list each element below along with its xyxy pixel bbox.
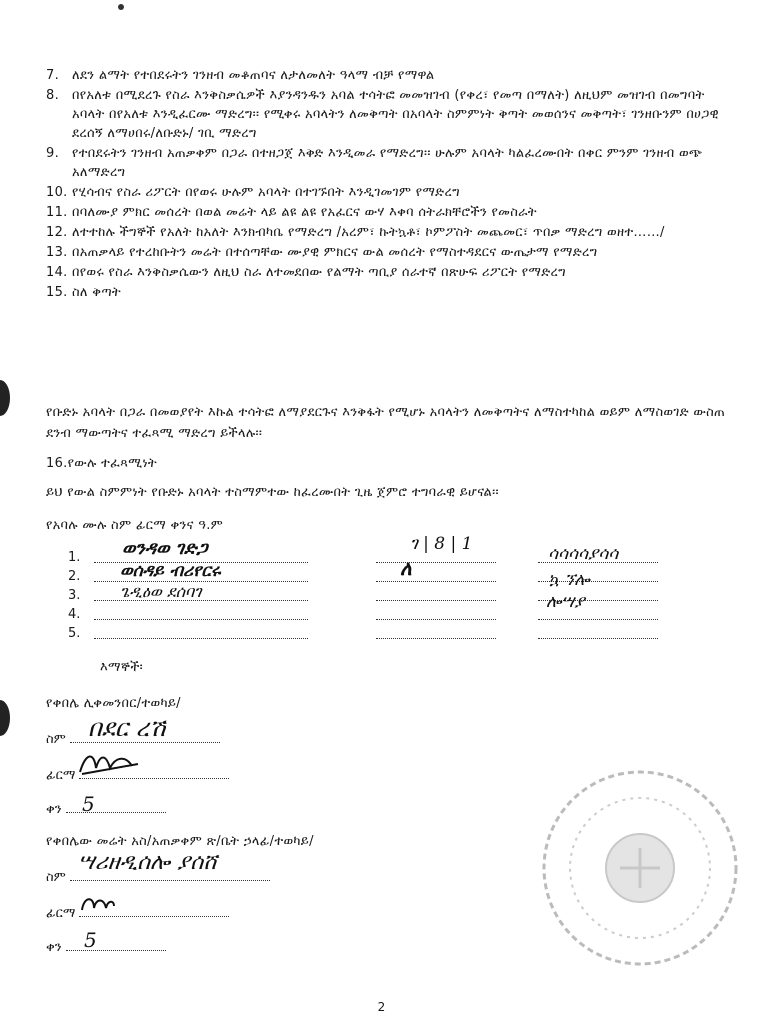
receiver-date-label: ቀን xyxy=(46,802,62,817)
list-item xyxy=(46,144,736,182)
list-item-text: ስለ ቅጣት xyxy=(72,285,121,300)
member-row-number: 5. xyxy=(68,626,81,641)
handwritten-member-extra-3: ሎሣያ xyxy=(546,592,585,612)
member-name-line xyxy=(94,619,308,620)
handwritten-member-name-2: ወሰዳይ ብሪየርሩ xyxy=(120,561,221,581)
list-item-text: በባለሙያ ምክር መሰረት በወል መሬት ላይ ልዩ ልዩ የአፈርና ውሃ እቀባ ሰትራክቸሮችን የመስራት xyxy=(72,205,537,220)
members-heading: የአባሉ ሙሉ ስም ፊርማ ቀንና ዓ.ም xyxy=(46,518,224,533)
list-item-text: በየአለቱ በሚደረጉ የስራ እንቅስቃሴዎች እያንዳንዱን አባል ተሳትፎ መመዝገብ (የቀረ፣ የመጣ በማለት) ለዚህም መዝገብ በመግባት አባላት በየአለቱ እንዲፈርሙ ማድረግ፡፡ የሚቀሩ አባላትን ለመቅጣት በአባላት ስምምነት ቅጣት መወሰንና መቅጣት፣ ገንዘቡንም በሀጋዊ ደረሰኝ ለማሀበሩ/ለቡድኑ/ ገቢ ማድረግ xyxy=(72,88,719,141)
list-item xyxy=(46,203,736,222)
list-item-number: 14. xyxy=(46,265,68,280)
member-row-number: 1. xyxy=(68,550,81,565)
member-signature-row xyxy=(68,569,90,588)
handwritten-member-name-3: ጌዲዕወ ደሰባገ xyxy=(120,582,202,601)
handwritten-member-extra-1: ሳሳሳሳያሳሳ xyxy=(548,544,619,564)
member-row-number: 4. xyxy=(68,607,81,622)
list-item xyxy=(46,183,736,202)
handwritten-member-extra-2: ኳ ኘሎ xyxy=(548,570,590,590)
receiver-signature-scribble xyxy=(76,750,146,780)
member-name-line xyxy=(94,638,308,639)
penalty-paragraph: የቡድኑ አባላት በጋራ በመወያየት እኩል ተሳትፎ ለማያደርጉና እንቅፋት የሚሆኑ አባላትን ለመቅጣትና ለማስተካከል ወይም ለማስወገድ ውስጠ ደንብ ማውጣትና ተፈጻሚ ማድረግ ይችላሉ፡፡ xyxy=(46,405,726,441)
scan-speck xyxy=(118,4,124,10)
list-item xyxy=(46,66,736,85)
list-item xyxy=(46,223,736,242)
page-number: 2 xyxy=(377,1000,386,1014)
punch-hole-top xyxy=(0,380,10,416)
list-item-number: 7. xyxy=(46,68,60,83)
list-item xyxy=(46,263,736,282)
land-signature-field xyxy=(46,906,229,921)
list-item-number: 15. xyxy=(46,285,68,300)
list-item xyxy=(46,86,736,143)
handwritten-member-date-1: ገ | 8 | 1 xyxy=(410,534,473,554)
list-item-number: 8. xyxy=(46,88,60,103)
witnesses-label: እማኞች፡ xyxy=(100,660,144,675)
list-item-text: የተበደሩትን ገንዘብ አጠቃቀም በጋራ በተዘጋጀ እቅድ እንዲመራ የማድረግ፡፡ ሁሉም አባላት ካልፈረሙበት በቀር ምንም ገንዘብ ወጭ አለማድረግ xyxy=(72,146,703,180)
handwritten-member-name-1: ወንዳወ ገድጋ xyxy=(122,538,208,559)
member-signature-row xyxy=(68,607,90,626)
land-signature-scribble xyxy=(78,892,118,918)
obligations-list xyxy=(46,66,736,303)
handwritten-receiver-date: 5 xyxy=(82,792,95,816)
validity-heading: 16.የውሉ ተፈጻሚነት xyxy=(46,456,157,471)
list-item-number: 13. xyxy=(46,245,68,260)
land-signature-label: ፊርማ xyxy=(46,906,76,921)
validity-text: ይህ የውል ስምምነት የቡድኑ አባላት ተስማምተው ከፈረሙበት ጊዜ ጀምሮ ተግባራዊ ይሆናል፡፡ xyxy=(46,485,499,500)
list-item xyxy=(46,283,736,302)
handwritten-member-date-2: ለ xyxy=(400,556,412,580)
official-seal-stamp xyxy=(540,768,740,968)
list-item-text: ለደን ልማት የተበደሩትን ገንዘብ መቆጠባና ለታለመለት ዓላማ ብቻ የማዋል xyxy=(72,68,435,83)
member-row-number: 3. xyxy=(68,588,81,603)
list-item-number: 12. xyxy=(46,225,68,240)
handwritten-land-date: 5 xyxy=(84,928,97,952)
handwritten-receiver-name: በደር ረሽ xyxy=(88,714,166,742)
land-name-label: ስም xyxy=(46,870,66,885)
list-item-text: በየወሩ የስራ እንቅስቃሴውን ለዚህ ስራ ለተመደበው የልማት ጣቢያ ሰራተኛ በጽሁፍ ሪፖርት የማድረግ xyxy=(72,265,566,280)
list-item-number: 9. xyxy=(46,146,60,161)
list-item-text: በአጠቃላይ የተረከቡትን መሬት በተሰጣቸው ሙያዊ ምክርና ውል መሰረት የማስተዳደርና ውጤታማ የማድረግ xyxy=(72,245,598,260)
list-item-number: 11. xyxy=(46,205,68,220)
member-row-number: 2. xyxy=(68,569,81,584)
list-item xyxy=(46,243,736,262)
land-date-label: ቀን xyxy=(46,940,62,955)
punch-hole-bottom xyxy=(0,700,10,736)
receiver-name-label: ስም xyxy=(46,732,66,747)
member-signature-row xyxy=(68,626,90,645)
receiver-signature-label: ፊርማ xyxy=(46,768,76,783)
member-signature-row xyxy=(68,550,90,569)
list-item-text: የሂሳብና የስራ ሪፖርት በየወሩ ሁሉም አባላት በተገኙበት እንዲገመገም የማድረግ xyxy=(72,185,460,200)
member-signature-list xyxy=(68,550,90,645)
member-signature-row xyxy=(68,588,90,607)
list-item-number: 10. xyxy=(46,185,68,200)
handwritten-land-name: ሣሪዘዲሰሎ ያሰሸ xyxy=(78,850,217,875)
list-item-text: ለተተከሉ ችግኞች የአለት ከአለት እንክብካቤ የማድረግ /አረም፣ ኩትኳቶ፣ ኮምፖስት መጨመር፣ ጥበቃ ማድረግ ወዘተ……/ xyxy=(72,225,665,240)
receiver-heading: የቀበሌ ሊቀመንበር/ተወካይ/ xyxy=(46,696,181,711)
receiver-date-field xyxy=(46,802,166,817)
land-office-heading: የቀበሌው መሬት አስ/አጠቃቀም ጽ/ቤት ኃላፊ/ተወካይ/ xyxy=(46,834,314,849)
land-date-field xyxy=(46,940,166,955)
